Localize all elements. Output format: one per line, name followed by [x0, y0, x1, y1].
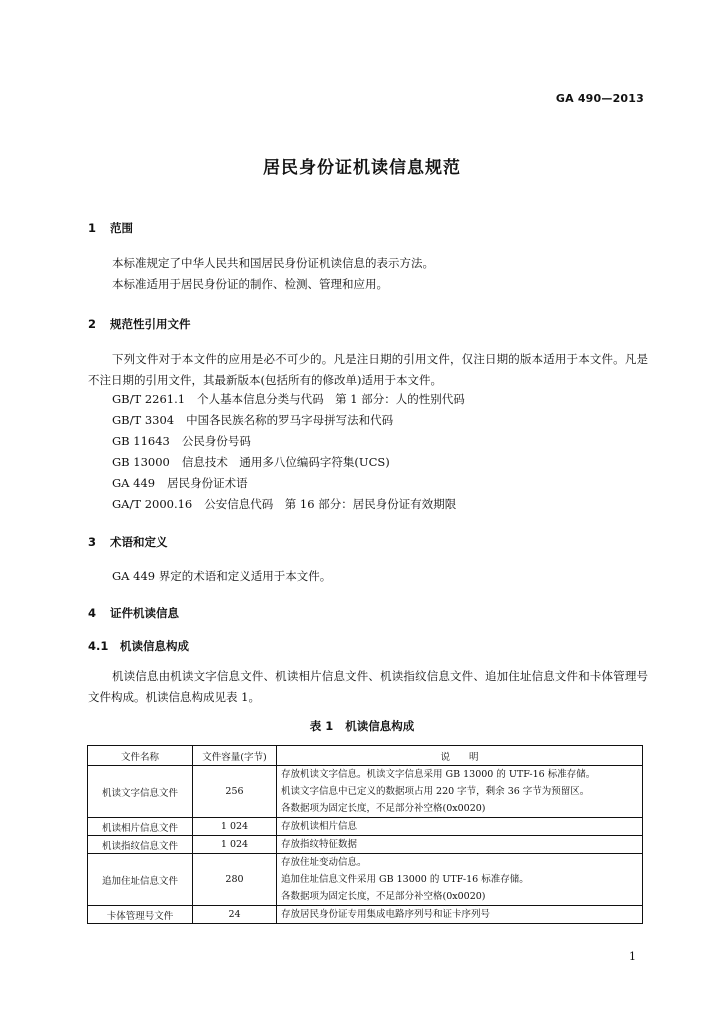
description-cell [277, 766, 643, 818]
page-number: 1 [629, 950, 636, 963]
paragraph: 本标准规定了中华人民共和国居民身份证机读信息的表示方法。 [112, 256, 434, 270]
column-header: 说 明 [277, 746, 643, 766]
paragraph: GA 449 界定的术语和定义适用于本文件。 [112, 569, 332, 583]
column-header: 文件名称 [88, 746, 193, 766]
section-number: 4.1 [88, 639, 109, 653]
reference-title: 公安信息代码 第 16 部分：居民身份证有效期限 [204, 497, 457, 511]
table-row [88, 766, 643, 818]
file-name-cell: 机读相片信息文件 [88, 818, 193, 836]
table-caption [0, 718, 724, 734]
description-line: 存放居民身份证专用集成电路序列号和证卡序列号 [281, 909, 491, 920]
reference-code: GB 11643 [112, 434, 170, 448]
file-size-cell: 1 024 [193, 836, 277, 854]
section-number: 1 [88, 221, 97, 235]
reference-title: 个人基本信息分类与代码 第 1 部分：人的性别代码 [197, 392, 465, 406]
reference-item [112, 391, 465, 407]
description-cell [277, 854, 643, 906]
reference-title: 公民身份号码 [181, 434, 251, 448]
file-size-cell: 280 [193, 854, 277, 906]
table-title: 机读信息构成 [345, 719, 415, 733]
file-name-cell: 机读指纹信息文件 [88, 836, 193, 854]
description-line: 存放指纹特征数据 [281, 839, 358, 850]
file-size-cell: 256 [193, 766, 277, 818]
table-row [88, 854, 643, 906]
reference-code: GA 449 [112, 476, 156, 490]
section-title: 规范性引用文件 [110, 317, 191, 331]
file-size-cell: 24 [193, 906, 277, 924]
subsection-4-1-heading [88, 638, 189, 654]
section-number: 2 [88, 317, 97, 331]
paragraph: 下列文件对于本文件的应用是必不可少的。凡是注日期的引用文件，仅注日期的版本适用于本文件。凡是不注日期的引用文件，其最新版本(包括所有的修改单)适用于本文件。 [88, 352, 648, 387]
section-4-heading [88, 605, 179, 621]
paragraph: 本标准适用于居民身份证的制作、检测、管理和应用。 [112, 277, 388, 291]
section-number: 3 [88, 535, 97, 549]
reference-code: GA/T 2000.16 [112, 497, 193, 511]
section-title: 术语和定义 [110, 535, 168, 549]
section-title: 证件机读信息 [110, 606, 180, 620]
description-line: 存放机读文字信息。机读文字信息采用 GB 13000 的 UTF-16 标准存储。 [281, 769, 596, 780]
file-name-cell: 机读文字信息文件 [88, 766, 193, 818]
reference-code: GB/T 2261.1 [112, 392, 186, 406]
reference-item [112, 496, 456, 512]
standard-code: GA 490—2013 [555, 92, 644, 105]
column-header: 文件容量(字节) [193, 746, 277, 766]
description-line: 追加住址信息文件采用 GB 13000 的 UTF-16 标准存储。 [281, 874, 529, 885]
reference-item [112, 433, 251, 449]
section-1-heading [88, 220, 133, 236]
table-number: 表 1 [309, 719, 334, 733]
table-header-row [88, 746, 643, 766]
description-cell [277, 906, 643, 924]
file-name-cell: 卡体管理号文件 [88, 906, 193, 924]
reference-code: GB 13000 [112, 455, 170, 469]
section-title: 范围 [110, 221, 134, 235]
reference-title: 中国各民族名称的罗马字母拼写法和代码 [186, 413, 394, 427]
section-number: 4 [88, 606, 97, 620]
file-name-cell: 追加住址信息文件 [88, 854, 193, 906]
description-line: 各数据项为固定长度，不足部分补空格(0x0020) [281, 891, 486, 902]
machine-readable-info-table [87, 745, 643, 924]
reference-title: 居民身份证术语 [167, 476, 248, 490]
reference-title: 信息技术 通用多八位编码字符集(UCS) [181, 455, 390, 469]
file-size-cell: 1 024 [193, 818, 277, 836]
section-title: 机读信息构成 [120, 639, 190, 653]
section-3-heading [88, 534, 168, 550]
section-2-heading [88, 316, 191, 332]
paragraph: 机读信息由机读文字信息文件、机读相片信息文件、机读指纹信息文件、追加住址信息文件和卡体管理号文件构成。机读信息构成见表 1。 [88, 669, 648, 704]
reference-code: GB/T 3304 [112, 413, 175, 427]
description-line: 机读文字信息中已定义的数据项占用 220 字节，剩余 36 字节为预留区。 [281, 786, 590, 797]
reference-item [112, 475, 248, 491]
document-title: 居民身份证机读信息规范 [263, 158, 461, 178]
table-row [88, 818, 643, 836]
description-cell [277, 818, 643, 836]
reference-item [112, 454, 390, 470]
table-row [88, 836, 643, 854]
table-row [88, 906, 643, 924]
reference-item [112, 412, 393, 428]
description-line: 存放机读相片信息 [281, 821, 358, 832]
description-line: 各数据项为固定长度，不足部分补空格(0x0020) [281, 803, 486, 814]
description-line: 存放住址变动信息。 [281, 857, 367, 868]
description-cell [277, 836, 643, 854]
